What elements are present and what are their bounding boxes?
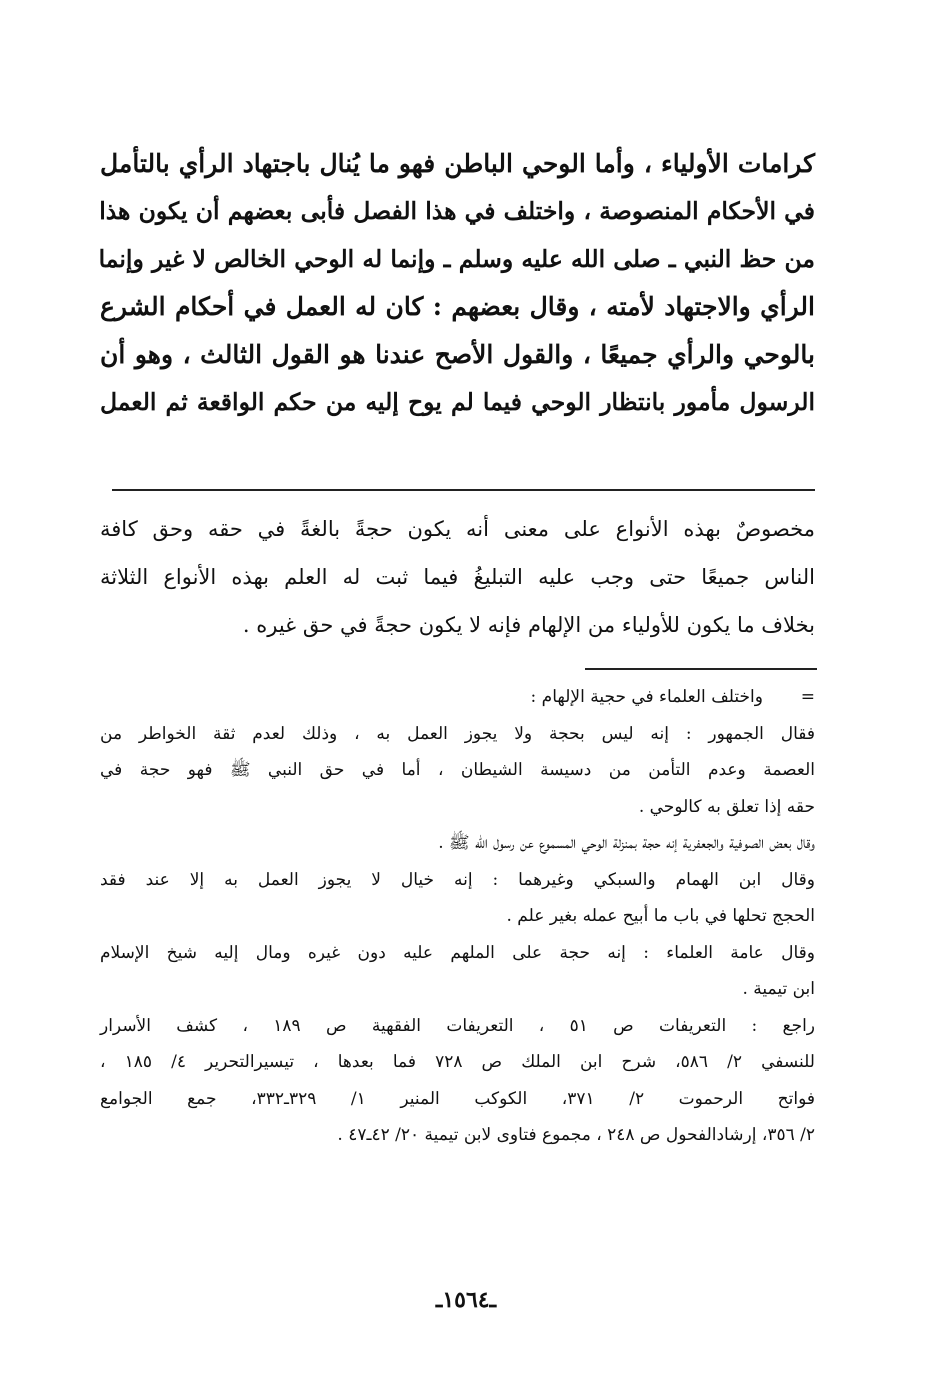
footnote [100, 679, 815, 1154]
main-text-line: بالوحي والرأي جميعًا ، والقول الأصح عندنا هو القول الثالث ، وهو أن [100, 340, 815, 370]
footnote-line: العصمة وعدم التأمن من دسيسة الشيطان ، أما في حق النبي ﷺ فهو حجة في [100, 760, 815, 780]
continued-footnote-line: بخلاف ما يكون للأولياء من الإلهام فإنه لا يكون حجةً في حق غيره . [242, 613, 815, 637]
footnote-separator-short [585, 668, 817, 670]
continued-footnote-line: الناس جميعًا حتى وجب عليه التبليغُ فيما ثبت له العلم بهذه الأنواع الثلاثة [100, 565, 815, 589]
footnote-line: وقال عامة العلماء : إنه حجة على الملهم عليه دون غيره ومال إليه شيخ الإسلام [100, 942, 815, 963]
main-text-line: من حظ النبي ـ صلى الله عليه وسلم ـ وإنما له الوحي الخالص لا غير وإنما [98, 244, 815, 273]
footnote-line: وقال بعض الصوفية والجعفرية إنه حجة بمنزلة الوحي المسموع عن رسول الله ﷺ . [438, 833, 815, 853]
continued-footnote [100, 505, 815, 649]
footnote-line-text: واختلف العلماء في حجية الإلهام : [530, 687, 763, 707]
continued-footnote-line: مخصوصٌ بهذه الأنواع على معنى أنه يكون حجةً بالغةً في حقه وحق كافة [100, 517, 815, 541]
footnote-line: ابن تيمية . [742, 979, 815, 999]
continuation-marker: = [800, 687, 815, 707]
footnote-line: فقال الجمهور : إنه ليس بحجة ولا يجوز العمل به ، وذلك لعدم ثقة الخواطر من [100, 723, 815, 744]
main-text-line: كرامات الأولياء ، وأما الوحي الباطن فهو ما يُنال باجتهاد الرأي بالتأمل [100, 149, 815, 178]
footnote-line: حقه إذا تعلق به كالوحي . [638, 796, 815, 817]
main-text-line: الرأي والاجتهاد لأمته ، وقال بعضهم : كان له العمل في أحكام الشرع [100, 292, 815, 322]
footnote-line: وقال ابن الهمام والسبكي وغيرهما : إنه خيال لا يجوز العمل به إلا عند فقد [100, 869, 815, 890]
footnote-line: فواتح الرحموت ٢/ ٣٧١، الكوكب المنير ١/ ٣٢٩ـ٣٣٢، جمع الجوامع [100, 1088, 815, 1109]
page-number: ـ١٥٦٤ـ [435, 1287, 497, 1313]
main-text-line: الرسول مأمور بانتظار الوحي فيما لم يوح إليه من حكم الواقعة ثم العمل [100, 387, 815, 416]
footnote-separator-long [112, 489, 815, 491]
footnote-line: ٢/ ٣٥٦، إرشادالفحول ص ٢٤٨ ، مجموع فتاوى لابن تيمية ٢٠/ ٤٢ـ٤٧ . [337, 1125, 815, 1145]
footnote-line: للنسفي ٢/ ٥٨٦، شرح ابن الملك ص ٧٢٨ فما بعدها ، تيسيرالتحرير ٤/ ١٨٥ ، [100, 1052, 815, 1072]
main-text-line: في الأحكام المنصوصة ، واختلف في هذا الفصل فأبى بعضهم أن يكون هذا [99, 196, 815, 225]
footnote-line: راجع : التعريفات ص ٥١ ، التعريفات الفقهية ص ١٨٩ ، كشف الأسرار [100, 1015, 816, 1036]
main-text [100, 140, 815, 427]
footnote-line: الحجج تحلها في باب ما أبيح عمله بغير علم . [506, 906, 815, 926]
footnote-line [100, 679, 815, 716]
